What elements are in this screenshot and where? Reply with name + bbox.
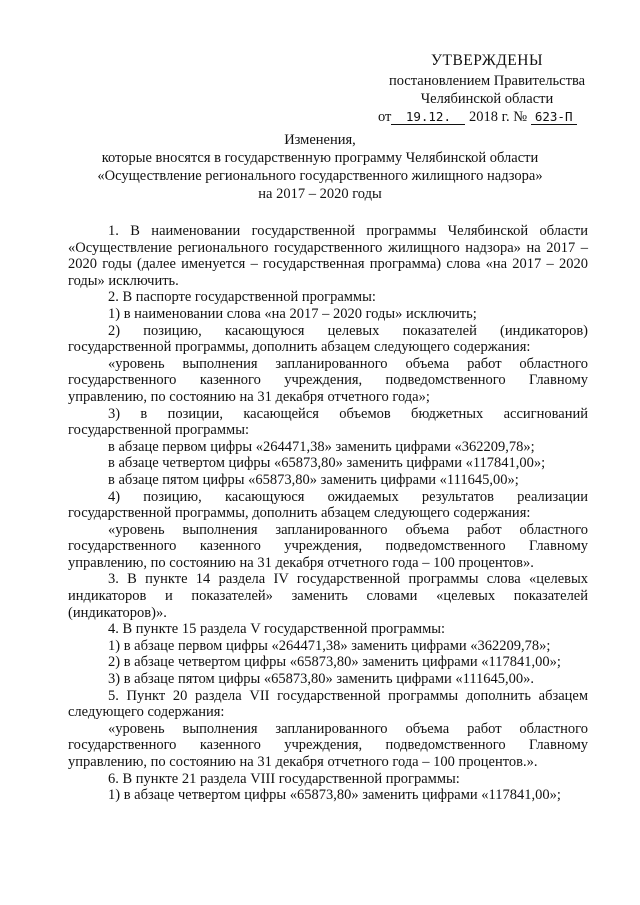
paragraph-12: 3. В пункте 14 раздела IV государственной программы слова «целевых индикаторов и показателей» заменить словами «целевых показателей (индикаторов)». [68,571,588,621]
paragraph-7: в абзаце первом цифры «264471,38» заменить цифрами «362209,78»; [108,438,535,455]
paragraph-13: 4. В пункте 15 раздела V государственной программы: [108,621,446,638]
approval-stamp [372,52,602,128]
date-prefix: от [378,109,392,125]
heading-line-2: которые вносятся в государственную программу Челябинской области [101,150,539,166]
paragraph-10: 4) позицию, касающуюся ожидаемых результатов реализации государственной программы, дополнить абзацем следующего содержания: [68,488,588,522]
heading-line-4: на 2017 – 2020 годы [258,186,382,202]
paragraph-8: в абзаце четвертом цифры «65873,80» заменить цифрами «117841,00»; [108,455,546,472]
paragraph-11: «уровень выполнения запланированного объема работ областного государственного казенного учреждения, подведомственного Главному управлению, по состоянию на 31 декабря отчетного года – 100 процентов». [68,521,588,571]
paragraph-6: 3) в позиции, касающейся объемов бюджетных ассигнований государственной программы: [68,405,588,439]
paragraph-3: 1) в наименовании слова «на 2017 – 2020 годы» исключить; [108,305,477,322]
handwritten-date: 19.12. [391,109,465,125]
paragraph-19: 6. В пункте 21 раздела VIII государственной программы: [108,770,460,787]
year-text: 2018 г. № [469,109,528,125]
document-heading [68,131,572,203]
paragraph-2: 2. В паспорте государственной программы: [108,289,376,306]
paragraph-14: 1) в абзаце первом цифры «264471,38» заменить цифрами «362209,78»; [108,637,551,654]
approval-line-1: постановлением Правительства [388,73,586,89]
paragraph-17: 5. Пункт 20 раздела VII государственной программы дополнить абзацем следующего содержания: [68,687,588,721]
paragraph-15: 2) в абзаце четвертом цифры «65873,80» заменить цифрами «117841,00»; [108,654,561,671]
paragraph-1: 1. В наименовании государственной программы Челябинской области «Осуществление регионального государственного жилищного надзора» на 2017 – 2020 годы (далее именуется – государственная программа) слова «на 2017 – 2020 годы» исключить. [68,223,588,289]
handwritten-number: 623-П [531,109,577,125]
approval-title: УТВЕРЖДЕНЫ [431,52,543,69]
paragraph-16: 3) в абзаце пятом цифры «65873,80» заменить цифрами «111645,00». [108,671,535,688]
heading-line-1: Изменения, [284,132,356,148]
paragraph-18: «уровень выполнения запланированного объема работ областного государственного казенного учреждения, подведомственного Главному управлению, по состоянию на 31 декабря отчетного года – 100 процентов.». [68,720,588,770]
approval-date-line [372,108,602,128]
paragraph-5: «уровень выполнения запланированного объема работ областного государственного казенного учреждения, подведомственного Главному управлению, по состоянию на 31 декабря отчетного года»; [68,355,588,405]
heading-line-3: «Осуществление регионального государственного жилищного надзора» [97,168,543,184]
paragraph-4: 2) позицию, касающуюся целевых показателей (индикаторов) государственной программы, дополнить абзацем следующего содержания: [68,322,588,356]
paragraph-9: в абзаце пятом цифры «65873,80» заменить цифрами «111645,00»; [108,471,519,488]
paragraph-20: 1) в абзаце четвертом цифры «65873,80» заменить цифрами «117841,00»; [108,787,561,804]
document-body [68,223,588,804]
approval-line-2: Челябинской области [420,91,554,107]
